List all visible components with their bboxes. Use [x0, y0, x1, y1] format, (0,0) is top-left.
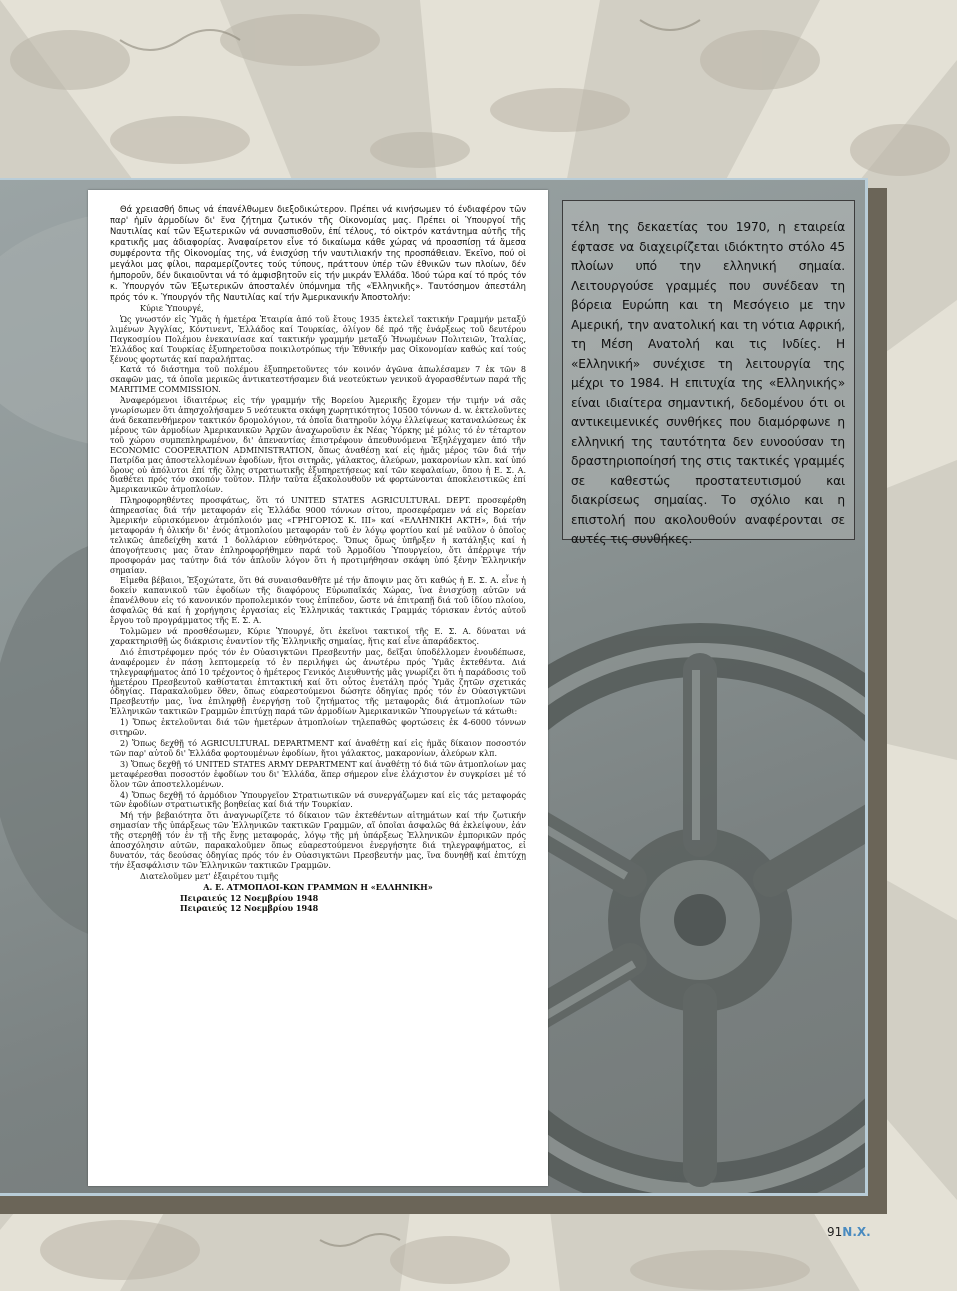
article-text-box [562, 200, 855, 546]
page-number: 91 [827, 1225, 843, 1239]
clipping-date: Πειραιεύς 12 Νοεμβρίου 1948 [180, 903, 319, 914]
clipping-paragraph: 1) Ὅπως ἐκτελοῦνται διά τῶν ἡμετέρων ἀτμοπλοίων τηλεπαθῶς φορτώσεις ἐκ 4-6000 τόννων σιτηρῶν. [110, 718, 526, 738]
clipping-paragraph: Ὡς γνωστόν εἰς Ὑμᾶς ἡ ἡμετέρα Ἑταιρία ἀπό τοῦ ἔτους 1935 ἐκτελεῖ τακτικήν Γραμμήν μεταξύ λιμένων Ἀγγλίας, Κόντινεντ, Ἑλλάδος καί Τουρκίας, ὀλίγον δέ πρό τῆς ἐνάρξεως τοῦ δευτέρου Παγκοσμίου Πολέμου ἐνεκαινίασε καί τακτικήν γραμμήν μεταξύ Ἡνωμένων Πολιτειῶν, Ἰταλίας, Ἑλλάδος καί Τουρκίας ἐξυπηρετοῦσα ποικιλοτρόπως τήν Ἐθνικήν μας Οἰκονομίαν καθώς καί τούς ξένους φορτωτάς καί παραλήπτας. [110, 314, 526, 364]
clipping-paragraph: 3) Ὅπως δεχθῇ τό UNITED STATES ARMY DEPARTMENT καί ἀναθέτῃ τό διά τῶν ἀτμοπλοίων μας μεταφέρεσθαι ποσοστόν ἐφοδίων του δι' Ἑλλάδα, ἅπερ σήμερον εἶνε ἐλάχιστον ἐν συγκρίσει μέ τό ὅλον τῶν ἀποστελλομένων. [110, 759, 526, 789]
article-paragraph: τέλη της δεκαετίας του 1970, η εταιρεία έφτασε να διαχειρίζεται ιδιόκτητο στόλο 45 πλοίων υπό την ελληνική σημαία. Λειτουργούσε γραμμές που συνέδεαν τη βόρεια Ευρώπη και τη Μεσόγειο με την Αμερική, την ανατολική και τη νότια Αφρική, τη Μέση Ανατολή και τις Ινδίες. Η «Ελληνική» συνέχισε τη λειτουργία της μέχρι το 1984. Η επιτυχία της «Ελληνικής» είναι ιδιαίτερα σημαντική, δεδομένου ότι οι αντικειμενικές συνθήκες που διαμόρφωνε η ελληνική της ταυτότητα δεν ευνοούσαν τη δραστηριοποίησή της στις τακτικές γραμμές σε καθεστώς προστατευτισμού και διακρίσεως σημαίας. Το σχόλιο και η επιστολή που ακολουθούν αναφέρονται σε αυτές τις συνθήκες. [571, 220, 845, 546]
clipping-paragraph: Μή τήν βεβαιότητα ὅτι ἀναγνωρίζετε τό δίκαιον τῶν ἐκτεθέντων αἰτημάτων καί τήν ζωτικήν σημασίαν τῆς ὑπάρξεως τῶν Ἑλληνικῶν τακτικῶν Γραμμῶν, αἵ ὁποῖαι ἀσφαλῶς θά ἐκλείψουν, ἐάν τῆς στερηθῇ τόν ἐν τῇ τῆς ἕνῃς μεταφοράς, λόγῳ τῆς μή ὑπάρξεως Ἑλληνικῶν ἐμπορικῶν πρός ἀποσχόλησιν αὐτῶν, παρακαλοῦμεν ὅπως εὐαρεστούμενοι ἐνεργήσητε διά τηλεγραφήματος, εἰ δυνατόν, τάς δεούσας ὁδηγίας πρός τόν ἐν Οὐασιγκτῶνι Πρεσβευτήν μας, ἵνα δυνηθῇ καί ἐπιτύχῃ τήν ἐξασφάλισιν τῶν Ἑλληνικῶν τακτικῶν Γραμμῶν. [110, 811, 526, 870]
clipping-paragraph: Εἰμεθα βέβαιοι, Ἐξοχώτατε, ὅτι θά συναισθανθῆτε μέ τήν ἄποψιν μας ὅτι καθώς ἡ Ε. Σ. Α. εἶνε ἡ δοκείν καπανικοῦ τῶν ἐφοδίων τῆς διαφόρους Εὐρωπαϊκάς Χώρας, ἵνα ἐνισχύσῃ αὐτῶν νά ἐπανέλθουν εἰς τό κανονικόν προπολεμικόν τους ἐπίπεδον, ὥστε νά ἐπιτραπῇ διά τοῦ ἰδίου πλοίου, ἀσφαλῶς θά καί ἡ χορήγησις ἐργασίας εἰς Ἑλληνικάς τακτικάς Γραμμάς τόρισκαν ἐντός αὐτοῦ ἔργου τοῦ προγράμματος τῆς Ε. Σ. Α. [110, 576, 526, 626]
clipping-lead: Θά χρειασθή δπως νά έπανέλθωμεν διεξοδικώτερον. Πρέπει νά κινήσωμεν τό ένδιαφέρον τῶν παρ' ἡμῖν ἀρμοδίων δι' ἕνα ζήτημα ζωτικόν τῆς Οἰκονομίας μας. Πρέπει οἱ Ὑπουργοί τῆς Ναυτιλίας καί τῶν Ἐξωτερικῶν νά συνασπισθοῦν, ἐπί τέλους, τό οἰκτρόν κατάντημα αὐτῆς τῆς κρατικῆς μας ἀδιαφορίας. Ἀναφαίρετον εἶνε τό δικαίωμα κάθε χώρας νά προασπίσῃ τά ἄμεσα συμφέροντα τῆς Οἰκονομίας της, νά ἐνισχύσῃ τήν ναυτιλιακήν της προσπάθειαν. Ἐκεῖνο, πού οἱ μεγάλοι μας φίλοι, παραμερίζοντες τούς τύπους, πράττουν ὑπέρ τῶν ἐθνικῶν των πλοίων, δέν ἠμποροῦν, δέν δικαιοῦνται νά τό ἀμφισβητοῦν εἰς τήν μικράν Ἑλλάδα. Ἰδού τώρα καί τό πρός τόν κ. Ὑπουργόν τῶν Ἐξωτερικῶν ἀποσταλέν ὑπόμνημα τῆς «Ἑλληνικῆς». Ταυτόσημον ἀπεστάλη πρός τόν κ. Ὑπουργόν τῆς Ναυτιλίας καί τήν Ἀμερικανικήν Ἀποστολήν: [110, 204, 526, 302]
clipping-paragraph: Ἀναφερόμενοι ἰδιαιτέρως εἰς τήν γραμμήν τῆς Βορείου Ἀμερικῆς ἔχομεν τήν τιμήν νά σᾶς γνωρίσωμεν ὅτι ἀπησχολήσαμεν 5 νεότευκτα σκάφη χωρητικότητος 10500 τόννων d. w. ἐκτελοῦντες ἀνά δεκαπενθήμερον τακτικόν δρομολόγιον, τά ὁποῖα διατηροῦν λόγῳ ἐλλείψεως καταναλώσεως ἐκ μέρους τῶν ἁρμοδίων Ἀμερικανικῶν Ἀρχῶν ἀναχωροῦσιν ἐκ Νέας Ὑόρκης μέ μόλις τό ἐν τέταρτον τοῦ χώρου συμπεπληρωμένον, δι' ἀπεναντίας ἐπιστρέφουν ἀπευθυνόμενα Ἐξηλέγχαμεν ἀπό τῆν ECONOMIC COOPERATION ADMINISTRATION, ὅπως ἀναθέσῃ καί εἰς ἡμᾶς μέρος τῶν διά τήν Πατρίδα μας ἀποστελλομένων ἐφοδίων, ἤτοι σιτηρᾶς, γάλακτος, ἀλεύρων, μακαρονίων κλπ. καί ὑπό ὅρους οὐ ἀπόλυτοι ἐπί τῆς ὅλης στρατιωτικῆς ἐξυπηρετήσεως καί τῶν κεφαλαίων, ὅπου ἡ Ε. Σ. Α. διαθέτει πρός τόν σκοπόν τοῦτον. Πλήν ταῦτα ἐξακολουθοῦν νά φορτώνονται ἀποκλειστικῶς ἐπί Ἀμερικανικῶν ἀτμοπλοίων. [110, 396, 526, 495]
clipping-paragraph: 4) Ὅπως δεχθῇ τό ἁρμόδιον Ὑπουργεῖον Στρατιωτικῶν νά συνεργάζωμεν καί εἰς τάς μεταφοράς τῶν ἐφοδίων στρατιωτικῆς βοηθείας καί διά τήν Τουρκίαν. [110, 790, 526, 810]
clipping-salutation: Κύριε Ὑπουργέ, [140, 304, 204, 313]
clipping-paragraph: Τολμῶμεν νά προσθέσωμεν, Κύριε Ὑπουργέ, ὅτι ἐκεῖνοι τακτικοί τῆς Ε. Σ. Α. δύναται νά χαρακτηρισθῇ ὡς διάκρισις ἐναντίον τῆς Ἑλληνικῆς σημαίας, ἥτις καί εἶνε ἀπαράδεκτος. [110, 627, 526, 646]
newspaper-clipping [88, 190, 548, 1186]
magazine-brand: N.X. [842, 1225, 871, 1239]
clipping-date: Πειραιεύς 12 Νοεμβρίου 1948 [180, 892, 319, 903]
clipping-signature: Α. Ε. ΑΤΜΟΠΛΟΙ-ΚΩΝ ΓΡΑΜΜΩΝ Η «ΕΛΛΗΝΙΚΗ» [203, 881, 433, 892]
clipping-paragraph: Κατά τό διάστημα τοῦ πολέμου ἐξυπηρετοῦντες τόν κοινόν ἀγῶνα ἀπωλέσαμεν 7 ἐκ τῶν 8 σκαφῶν μας, τά ὁποῖα μερικῶς ἀντικατεστήσαμεν διά νεοτεύκτων γενικοῦ ἀγορασθέντων παρά τῆς MARITIME COMMISSION. [110, 365, 526, 395]
page-folio [827, 1225, 871, 1239]
clipping-paragraph: Πληροφορηθέντες προσφάτως, ὅτι τό UNITED STATES AGRICULTURAL DEPT. προσεφέρθη ἀπηρεασίας διά τήν μεταφοράν εἰς Ἑλλάδα 9000 τόννων σίτου, προσεφέραμεν νά εἰς Βορείαν Ἀμερικήν εὑρισκόμενον ἀτμόπλοιόν μας «ΓΡΗΓΟΡΙΟΣ Κ. ΙΙΙ» καί «ΕΛΛΗΝΙΚΗ ΑΚΤΗ», διά τήν μεταφοράν ἡ ὀλικήν δι' ἑνός ἀτμοπλοίου μεταφοράν τοῦ ἐν λόγῳ φορτίου καί μέ ναῦλον ὁ ὁποῖος τελικῶς ἀπεδείχθη κατά 1 δολλάριον εὐθηνότερος. Ὅπως ὅμως ὑπῆρξεν ἡ κατάληξις καί ἡ ἀπογοήτευσις μας ὅταν ἐπληροφορήθημεν παρά τοῦ Ἀρμοδίου Ὑπουργείου, ὅτι ἀπέρριψε τήν προσφοράν μας ταύτην διά τόν ἁπλοῦν λόγον ὅτι ἡ προτιμήθησαν σκάφη ὑπό ξένην Ἑλληνικήν σημαίαν. [110, 496, 526, 575]
clipping-paragraph: Διό ἐπιστρέφομεν πρός τόν ἐν Οὐασιγκτῶνι Πρεσβευτήν μας, δεῖξαι ὑποδέλλομεν ἐνουδέπωσε, ἀναφέρομεν ἐν πάσῃ λεπτομερείᾳ τό ἐν περιλήψει ὡς ἀνωτέρω πρός Ὑμᾶς ἐκτεθέντα. Διά τηλεγραφήματος ἀπό 10 τρέχοντος ὁ ἡμέτερος Γενικός Διευθυντής μᾶς γνωρίζει ὅτι ἡ παράδοσις τοῦ ἡμετέρου Πρεσβευτοῦ καθίσταται ἐπιτακτική καί ὅτι οὗτος ἐνετάλη πρός Ὑμᾶς ζητῶν σχετικάς ὁδηγίας. Παρακαλοῦμεν ὅθεν, ὅπως εὐαρεστούμενοι δώσητε ὁδηγίας πρός τόν ἐν Οὐασιγκτῶνι Πρεσβευτήν μας, ἵνα ἐπιληφθῇ ἐνεργήσῃ τοῦ ζητήματος τῆς μεταφορᾶς διά ἀτμοπλοίων τῶν Ἑλληνικῶν τακτικῶν Γραμμῶν ἐπιτύχῃ παρά τῶν ἁρμοδίων Ἀμερικανικῶν Ὑπουργείων τά κάτωθι: [110, 647, 526, 717]
clipping-closing: Διατελοῦμεν μετ' ἐξαιρέτου τιμῆς [140, 871, 279, 881]
clipping-paragraph: 2) Ὅπως δεχθῇ τό AGRICULTURAL DEPARTMENT καί ἀναθέτῃ καί εἰς ἡμᾶς δίκαιον ποσοστόν τῶν παρ' αὐτοῦ δι' Ἑλλάδα φορτουμένων ἐφοδίων, ἤτοι γάλακτος, μακαρονίων, ἀλεύρων κλπ. [110, 738, 526, 758]
